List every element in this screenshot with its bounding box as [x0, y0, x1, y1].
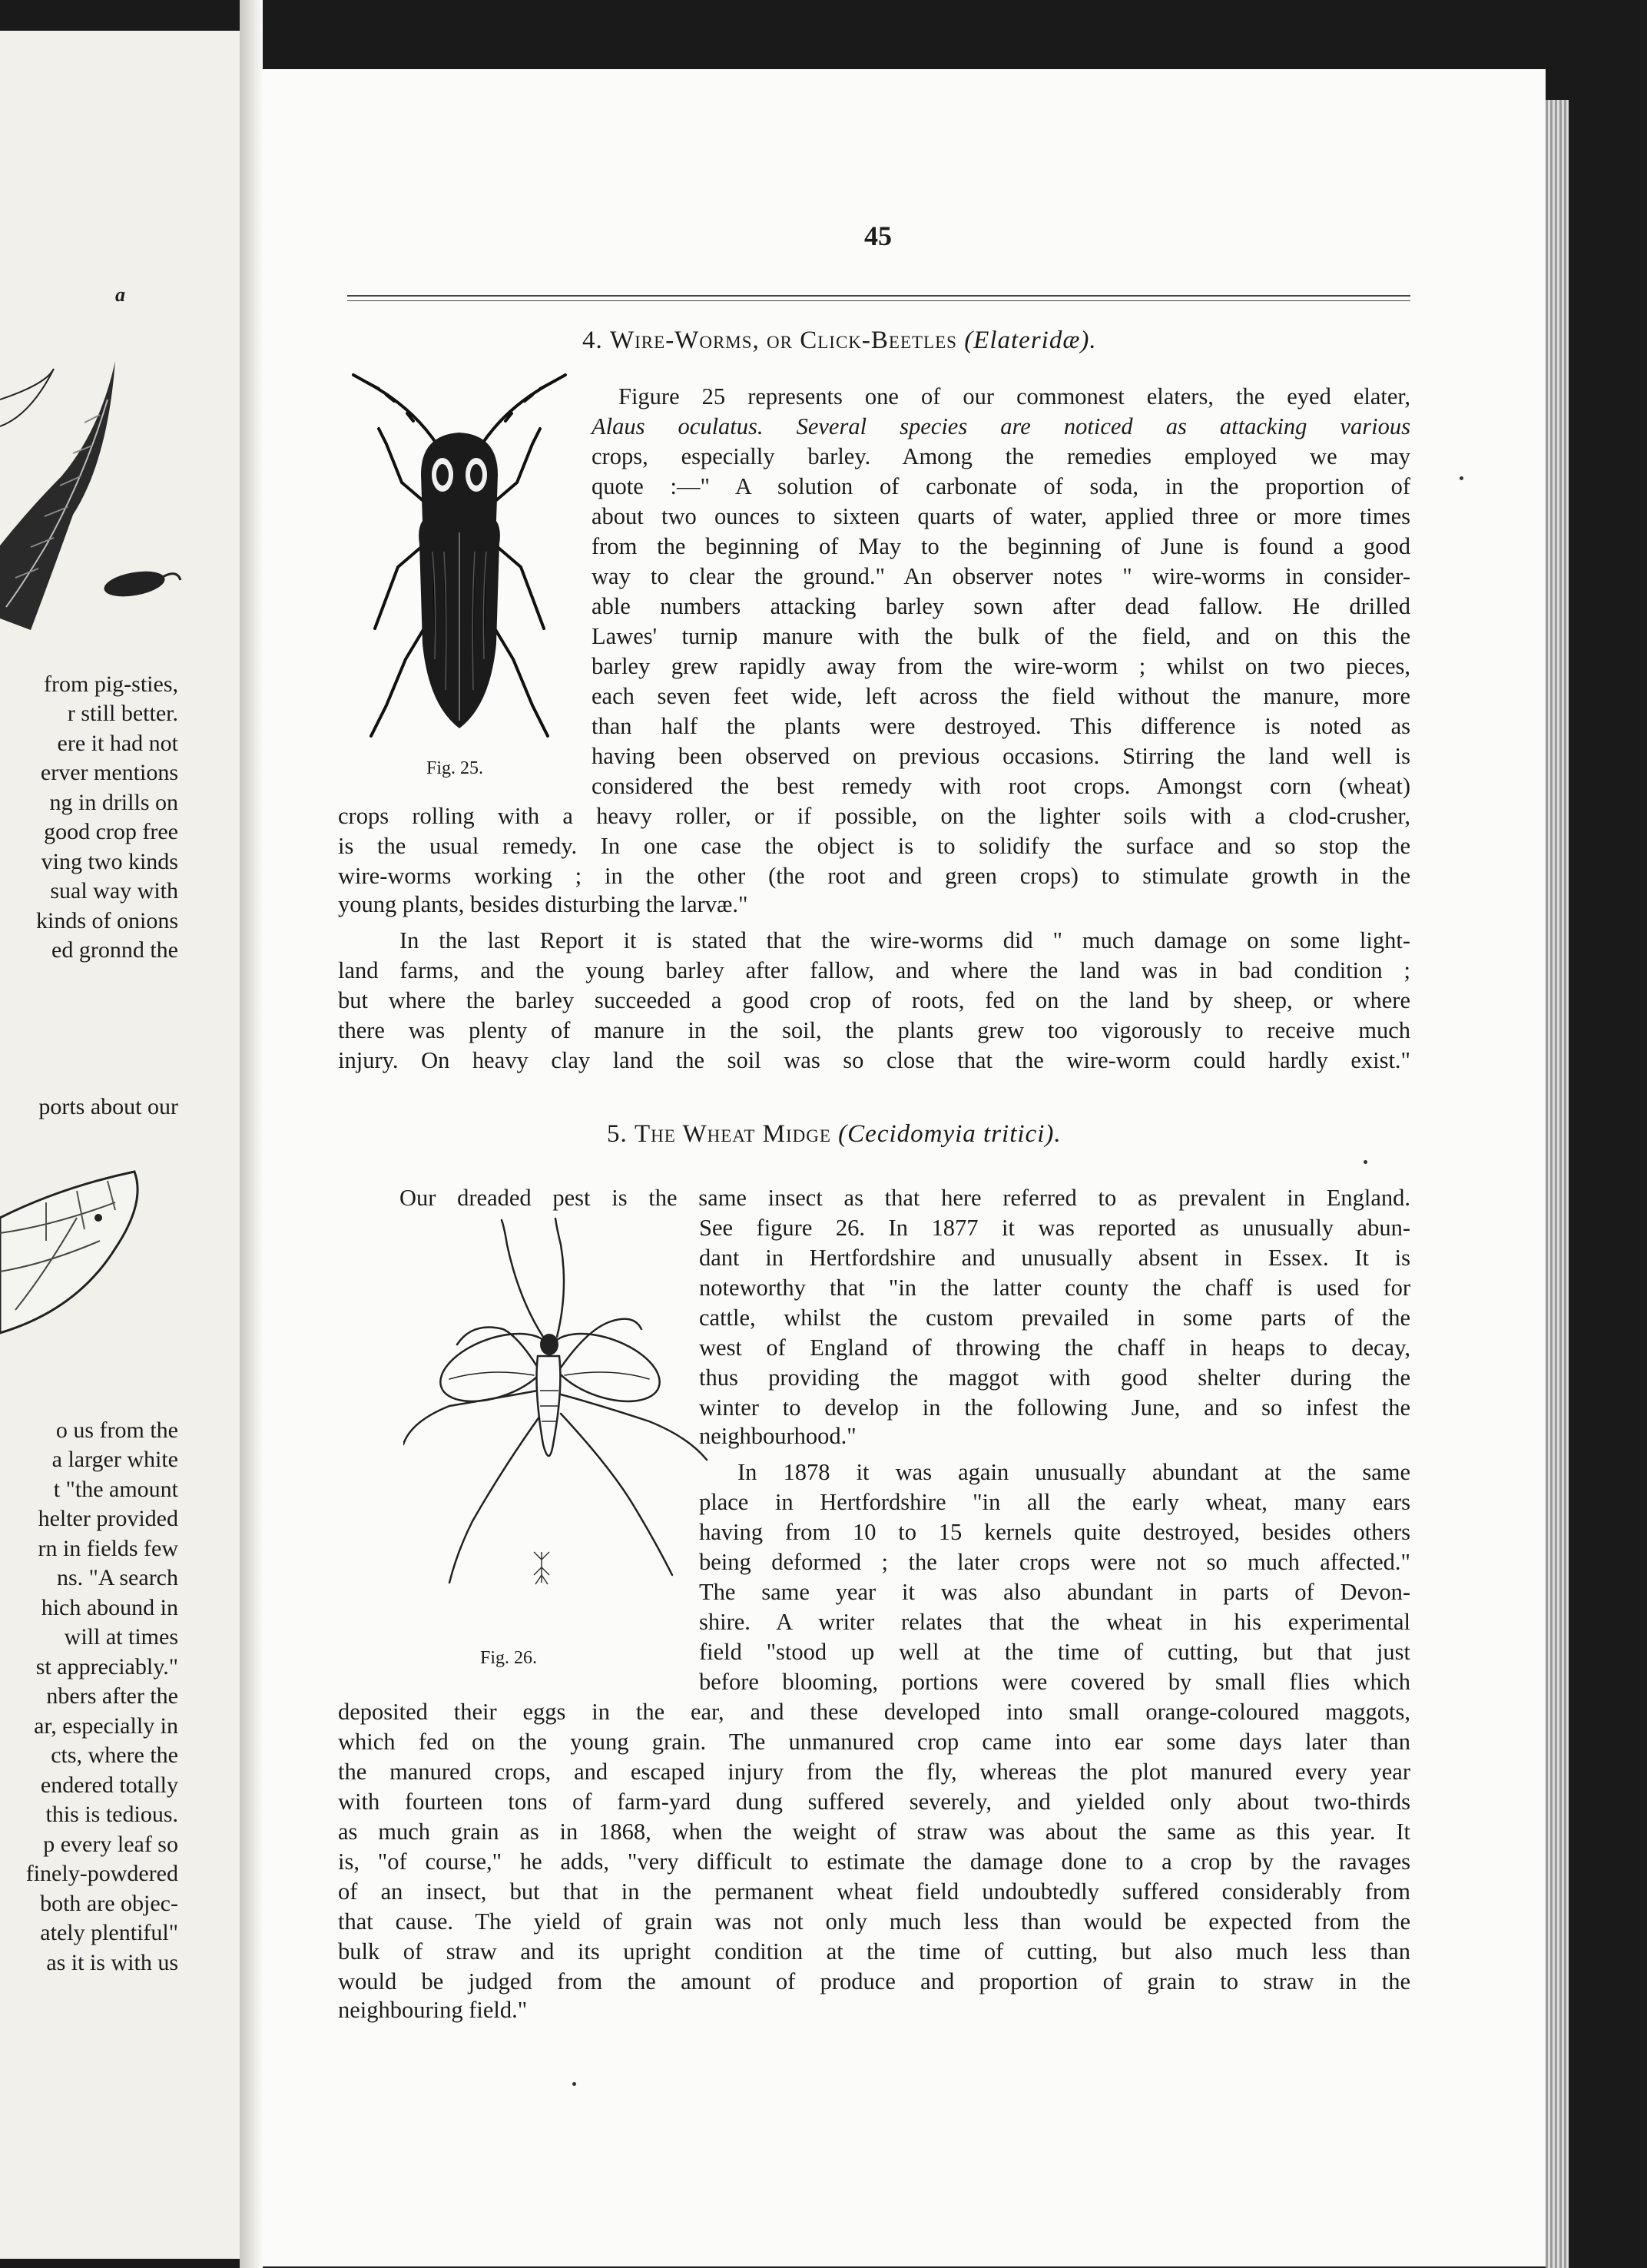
text-line: from the beginning of May to the beginning of June is found a good: [592, 533, 1410, 559]
text-line: the manured crops, and escaped injury from the fly, whereas the plot manured every year: [338, 1759, 1410, 1785]
figure-caption: Fig. 26.: [480, 1648, 538, 1668]
section-title: The Wheat Midge: [635, 1120, 831, 1148]
header-rule: [347, 300, 1410, 301]
text-line: field "stood up well at the time of cutting, but that just: [699, 1639, 1410, 1665]
text-line: west of England of throwing the chaff in heaps to decay,: [699, 1335, 1410, 1361]
left-line: ports about our: [38, 1094, 178, 1119]
left-line: ving two kinds: [41, 849, 178, 874]
text-line: would be judged from the amount of produce and proportion of grain to straw in the: [338, 1968, 1410, 1994]
book-gutter: [240, 0, 263, 2268]
text-line: injury. On heavy clay land the soil was so close that the wire-worm could hardly exist.": [338, 1047, 1410, 1073]
left-line: t "the amount: [53, 1477, 178, 1502]
text-line: being deformed ; the later crops were not so much affected.": [699, 1549, 1410, 1575]
left-line: this is tedious.: [45, 1802, 178, 1827]
text-line: thus providing the maggot with good shelter during the: [699, 1364, 1410, 1391]
left-line: rn in fields few: [38, 1536, 178, 1561]
left-line: p every leaf so: [43, 1832, 178, 1857]
text-line: young plants, besides disturbing the larvæ.": [338, 891, 748, 917]
left-line: both are objec-: [40, 1891, 178, 1916]
text-line: crops, especially barley. Among the remedies employed we may: [592, 443, 1410, 469]
left-line: endered totally: [40, 1772, 178, 1798]
left-line: ar, especially in: [34, 1713, 178, 1739]
section-number: 5.: [607, 1120, 628, 1148]
text-line: about two ounces to sixteen quarts of water, applied three or more times: [592, 503, 1410, 529]
text-line: is, "of course," he adds, "very difficult to estimate the damage done to a crop by the ravages: [338, 1849, 1410, 1875]
left-line: as it is with us: [46, 1950, 178, 1975]
butterfly-wing-illustration: [0, 1156, 146, 1356]
left-line: ately plentiful": [40, 1920, 178, 1945]
section-number: 4.: [582, 327, 603, 354]
page-number: 45: [864, 220, 892, 251]
left-line: r still better.: [67, 701, 178, 726]
text-line: Lawes' turnip manure with the bulk of the field, and on this the: [592, 623, 1410, 649]
text-line: that cause. The yield of grain was not only much less than would be expected from the: [338, 1908, 1410, 1935]
left-line: st appreciably.": [35, 1654, 178, 1679]
text-line: Figure 25 represents one of our commonest elaters, the eyed elater,: [618, 383, 1410, 410]
text-line: able numbers attacking barley sown after dead fallow. He drilled: [592, 593, 1410, 619]
text-line: shire. A writer relates that the wheat in his experimental: [699, 1609, 1410, 1635]
text-line: there was plenty of manure in the soil, the plants grew too vigorously to receive much: [338, 1017, 1410, 1043]
text-line: with fourteen tons of farm-yard dung suffered severely, and yielded only about two-thirds: [338, 1789, 1410, 1815]
text-line: having been observed on previous occasions. Stirring the land well is: [592, 743, 1410, 769]
text-line: of an insect, but that in the permanent wheat field undoubtedly suffered considerably from: [338, 1878, 1410, 1905]
left-line: erver mentions: [40, 760, 178, 785]
left-page: [0, 31, 240, 2259]
header-rule: [347, 295, 1410, 297]
left-line: sual way with: [50, 878, 178, 904]
left-line: helter provided: [38, 1506, 178, 1531]
left-line: finely-powdered: [25, 1861, 178, 1886]
left-line: good crop free: [44, 819, 178, 844]
text-line: each seven feet wide, left across the field without the manure, more: [592, 683, 1410, 709]
text-line: way to clear the ground." An observer notes " wire-worms in consider-: [592, 563, 1410, 589]
text-line: barley grew rapidly away from the wire-worm ; whilst on two pieces,: [592, 653, 1410, 679]
text-line: Alaus oculatus. Several species are noticed as attacking various: [592, 413, 1410, 439]
text-line: crops rolling with a heavy roller, or if possible, on the lighter soils with a clod-crusher,: [338, 803, 1410, 829]
section-title-latin: (Cecidomyia tritici).: [838, 1120, 1062, 1148]
left-line: ed gronnd the: [51, 937, 178, 963]
figure-caption: Fig. 25.: [426, 758, 484, 778]
text-line: having from 10 to 15 kernels quite destroyed, besides others: [699, 1519, 1410, 1545]
left-line: will at times: [64, 1624, 178, 1650]
text-line: is the usual remedy. In one case the object is to solidify the surface and so stop the: [338, 833, 1410, 859]
text-line: neighbourhood.": [699, 1423, 857, 1449]
section-title: Wire-Worms, or Click-Beetles: [610, 327, 957, 354]
text-line: In 1878 it was again unusually abundant at the same: [737, 1459, 1410, 1485]
section-title-latin: (Elateridæ).: [964, 327, 1097, 354]
text-line: wire-worms working ; in the other (the root and green crops) to stimulate growth in the: [338, 863, 1410, 889]
page-edges: [1546, 100, 1569, 2268]
text-line: See figure 26. In 1877 it was reported as unusually abun-: [699, 1215, 1410, 1241]
section-heading: [582, 327, 1097, 355]
text-line: dant in Hertfordshire and unusually absent in Essex. It is: [699, 1245, 1410, 1271]
left-line: o us from the: [55, 1418, 178, 1443]
left-line: a larger white: [51, 1447, 178, 1472]
text-line: Our dreaded pest is the same insect as that here referred to as prevalent in England.: [399, 1185, 1410, 1211]
left-line: nbers after the: [46, 1683, 178, 1709]
text-line: quote :—" A solution of carbonate of soda, in the proportion of: [592, 473, 1410, 499]
left-line: ng in drills on: [49, 790, 178, 815]
figure-label: a: [115, 284, 125, 306]
text-line: as much grain as in 1868, when the weight of straw was about the same as this year. It: [338, 1819, 1410, 1845]
scan-speck: [1460, 476, 1463, 480]
text-line: The same year it was also abundant in parts of Devon-: [699, 1579, 1410, 1605]
text-line: winter to develop in the following June, and so infest the: [699, 1394, 1410, 1421]
text-line: but where the barley succeeded a good crop of roots, fed on the land by sheep, or where: [338, 987, 1410, 1013]
larva-illustration: [0, 353, 184, 645]
text-line: deposited their eggs in the ear, and these developed into small orange-coloured maggots,: [338, 1699, 1410, 1725]
text-line: noteworthy that "in the latter county the chaff is used for: [699, 1275, 1410, 1301]
text-line: bulk of straw and its upright condition at the time of cutting, but also much less than: [338, 1938, 1410, 1965]
click-beetle-illustration: [344, 367, 575, 759]
left-line: ere it had not: [57, 731, 178, 756]
text-line: land farms, and the young barley after fallow, and where the land was in bad condition ;: [338, 957, 1410, 983]
text-line: In the last Report it is stated that the wire-worms did " much damage on some light-: [399, 927, 1410, 953]
left-line: from pig-sties,: [44, 671, 178, 697]
text-line: considered the best remedy with root crops. Amongst corn (wheat): [592, 773, 1410, 799]
wheat-midge-illustration: [403, 1214, 711, 1629]
scan-speck: [1364, 1160, 1367, 1164]
text-line: cattle, whilst the custom prevailed in some parts of the: [699, 1305, 1410, 1331]
scan-speck: [572, 2082, 576, 2086]
left-line: hich abound in: [41, 1595, 178, 1620]
text-line: than half the plants were destroyed. This difference is noted as: [592, 713, 1410, 739]
text-line: place in Hertfordshire "in all the early wheat, many ears: [699, 1489, 1410, 1515]
text-line: before blooming, portions were covered by small flies which: [699, 1669, 1410, 1695]
left-line: cts, where the: [51, 1742, 178, 1768]
left-line: kinds of onions: [35, 908, 178, 933]
text-line: neighbouring field.": [338, 1997, 528, 2023]
left-line: ns. "A search: [56, 1565, 178, 1590]
section-heading: [607, 1120, 1062, 1149]
text-line: which fed on the young grain. The unmanured crop came into ear some days later than: [338, 1729, 1410, 1755]
